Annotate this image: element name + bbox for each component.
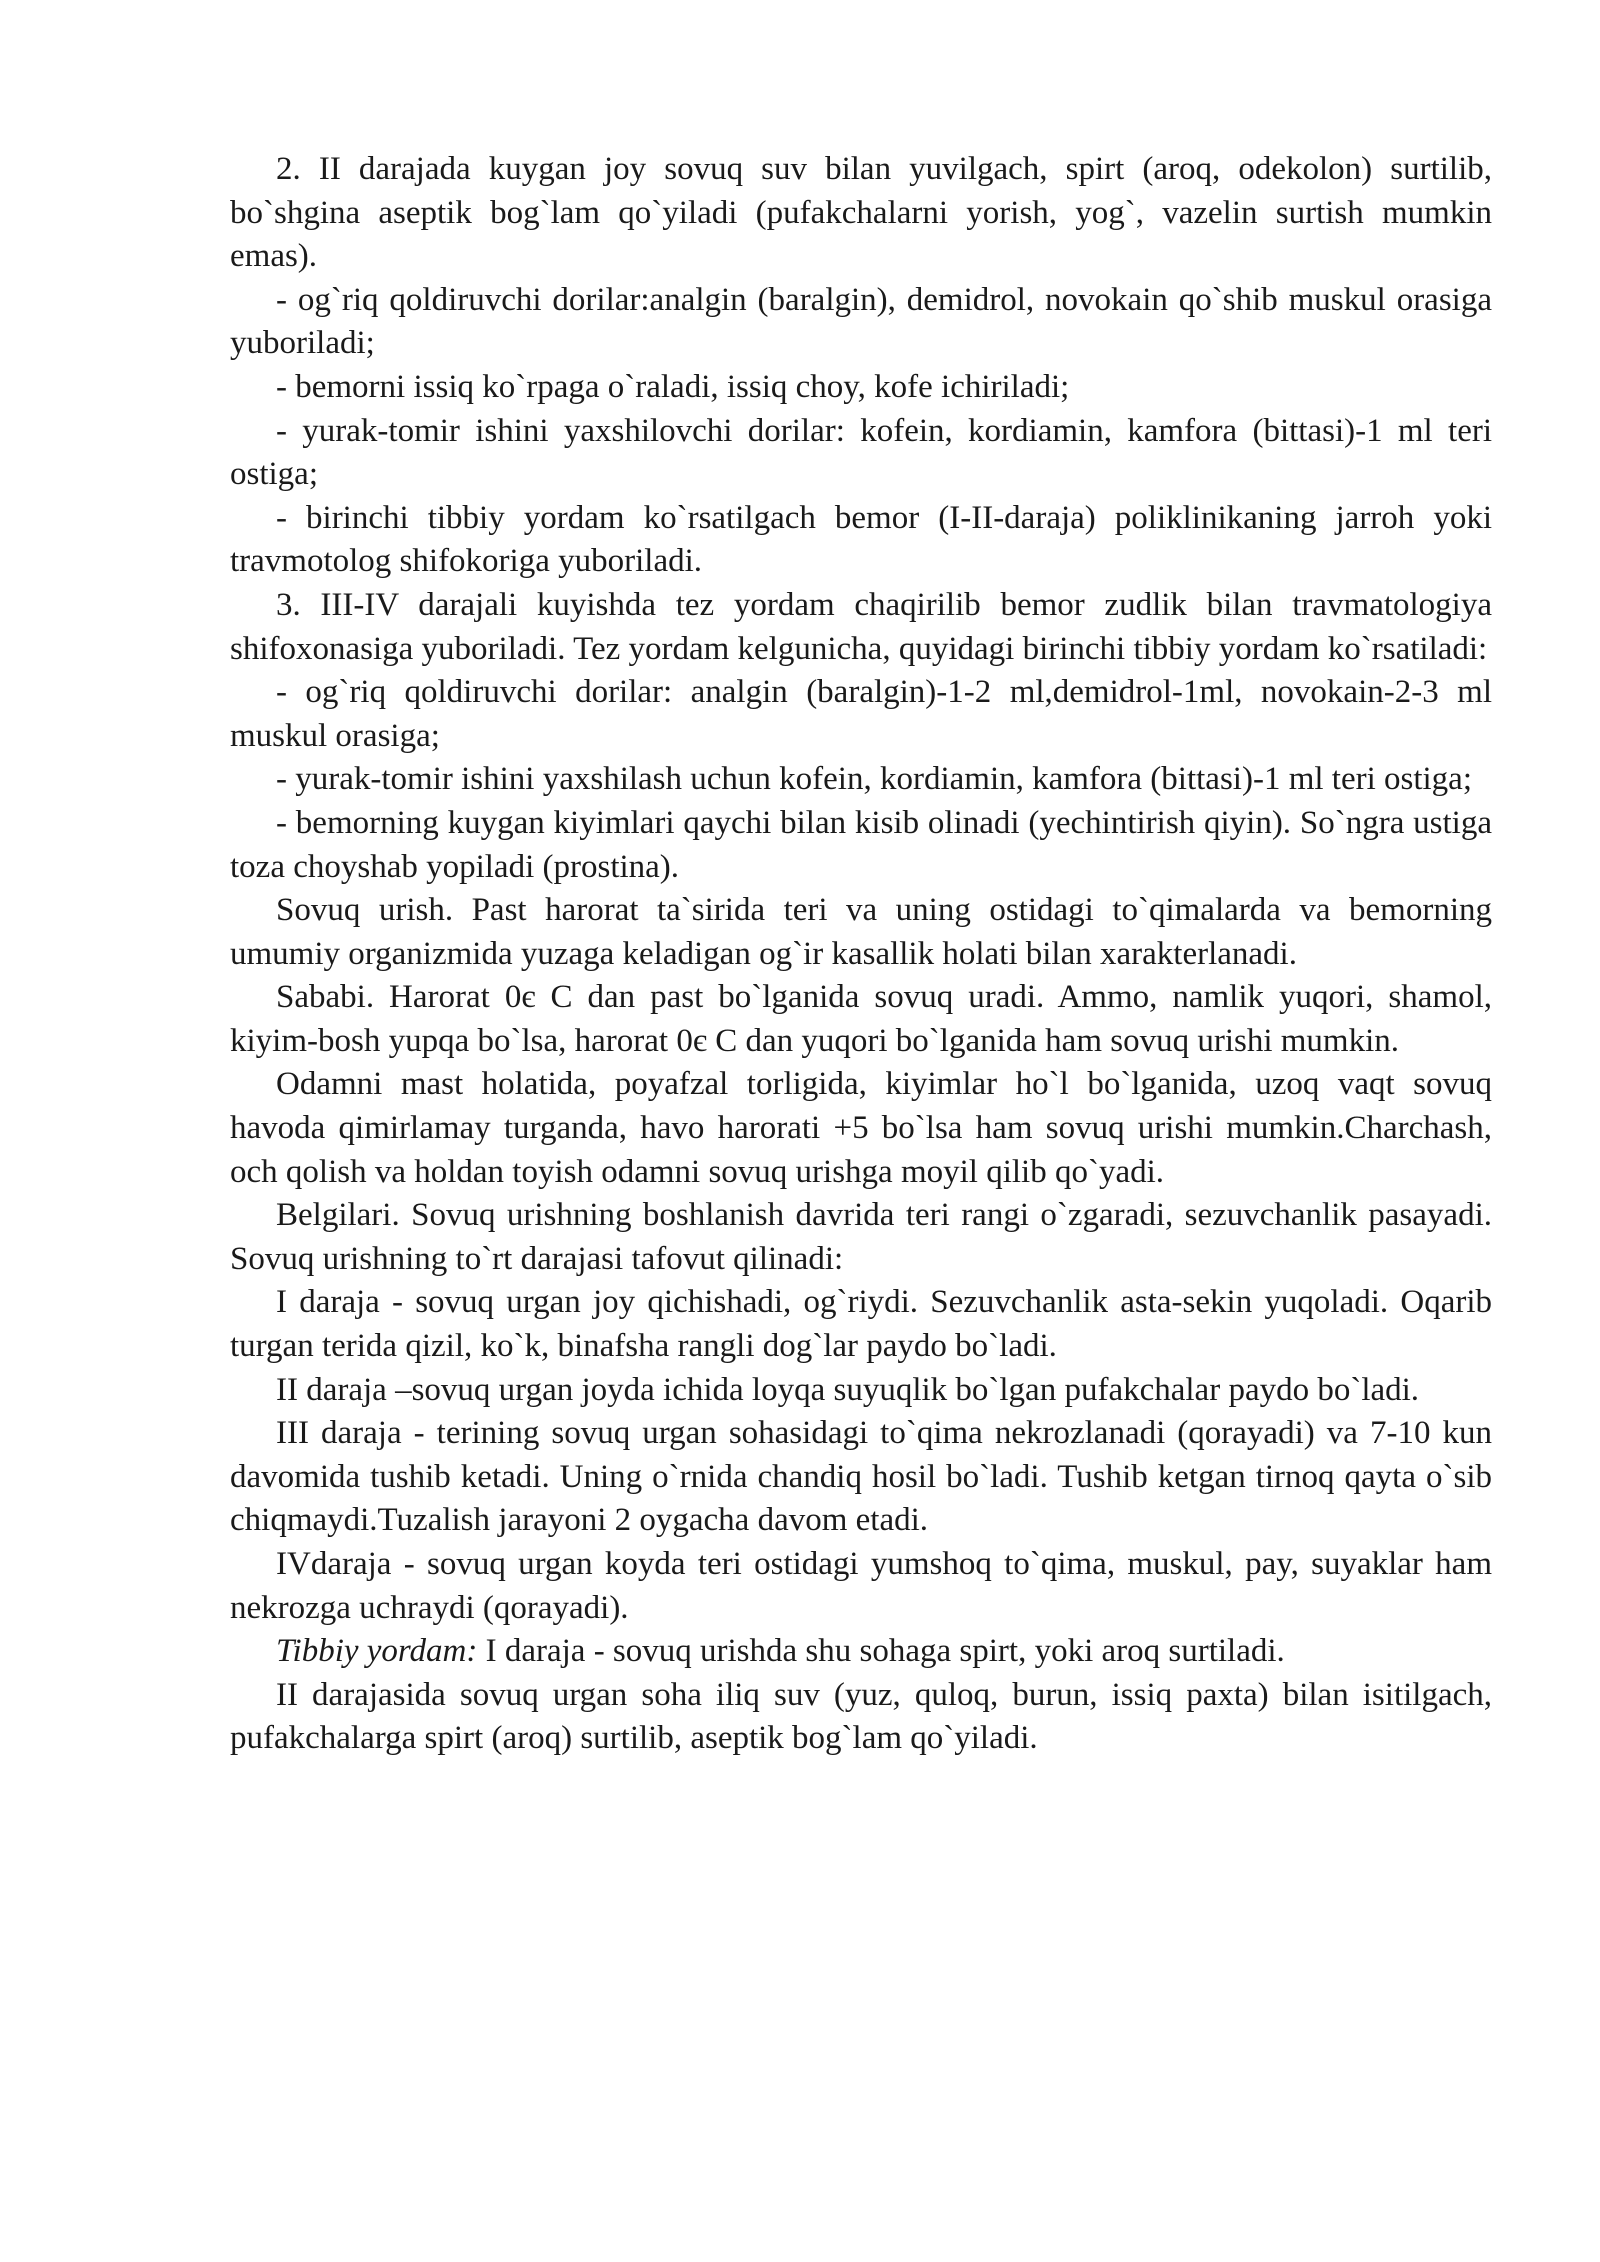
- paragraph: - bemorni issiq ko`rpaga o`raladi, issiq choy, kofe ichiriladi;: [276, 368, 1070, 405]
- paragraph: 2. II darajada kuygan joy sovuq suv bilan yuvilgach, spirt (aroq, odekolon) surtilib, bo`shgina aseptik bog`lam qo`yiladi (pufakchalarni yorish, yog`, vazelin surtish mumkin emas).: [230, 151, 1492, 275]
- paragraph: 3. III-IV darajali kuyishda tez yordam chaqirilib bemor zudlik bilan travmatologiya shifoxonasiga yuboriladi. Tez yordam kelgunicha, quyidagi birinchi tibbiy yordam ko`rsatiladi:: [230, 586, 1492, 667]
- paragraph: - bemorning kuygan kiyimlari qaychi bilan kisib olinadi (yechintirish qiyin). So`ngra ustiga toza choyshab yopiladi (prostina).: [230, 804, 1492, 885]
- paragraph: I daraja - sovuq urgan joy qichishadi, og`riydi. Sezuvchanlik asta-sekin yuqoladi. Oqarib turgan terida qizil, ko`k, binafsha rangli dog`lar paydo bo`ladi.: [230, 1284, 1492, 1365]
- aid-paragraph: [230, 1630, 1492, 1674]
- paragraph: Odamni mast holatida, poyafzal torligida, kiyimlar ho`l bo`lganida, uzoq vaqt sovuq havoda qimirlamay turganda, havo harorati +5 bo`lsa ham sovuq urishi mumkin.Charchash, och qolish va holdan toyish odamni sovuq urishga moyil qilib qo`yadi.: [230, 1066, 1492, 1190]
- paragraph: Belgilari. Sovuq urishning boshlanish davrida teri rangi o`zgaradi, sezuvchanlik pasayadi. Sovuq urishning to`rt darajasi tafovut qilinadi:: [230, 1197, 1492, 1277]
- paragraph: - og`riq qoldiruvchi dorilar:analgin (baralgin), demidrol, novokain qo`shib muskul orasiga yuboriladi;: [230, 281, 1492, 362]
- aid-text: I daraja - sovuq urishda shu sohaga spirt, yoki aroq surtiladi.: [477, 1633, 1285, 1670]
- paragraph: - yurak-tomir ishini yaxshilash uchun kofein, kordiamin, kamfora (bittasi)-1 ml teri ostiga;: [276, 761, 1472, 798]
- paragraph: Sovuq urish. Past harorat ta`sirida teri va uning ostidagi to`qimalarda va bemorning umumiy organizmida yuzaga keladigan og`ir kasallik holati bilan xarakterlanadi.: [230, 892, 1492, 972]
- paragraph: - yurak-tomir ishini yaxshilovchi dorilar: kofein, kordiamin, kamfora (bittasi)-1 ml teri ostiga;: [230, 412, 1492, 493]
- aid-label: Tibbiy yordam:: [276, 1633, 478, 1670]
- final-paragraph: II darajasida sovuq urgan soha iliq suv (yuz, quloq, burun, issiq paxta) bilan isitilgach, pufakchalarga spirt (aroq) surtilib, aseptik bog`lam qo`yiladi.: [230, 1676, 1492, 1757]
- paragraph: II daraja –sovuq urgan joyda ichida loyqa suyuqlik bo`lgan pufakchalar paydo bo`ladi.: [276, 1371, 1420, 1408]
- paragraph: - og`riq qoldiruvchi dorilar: analgin (baralgin)-1-2 ml,demidrol-1ml, novokain-2-3 ml muskul orasiga;: [230, 674, 1492, 754]
- paragraph: - birinchi tibbiy yordam ko`rsatilgach bemor (I-II-daraja) poliklinikaning jarroh yoki travmotolog shifokoriga yuboriladi.: [230, 499, 1492, 580]
- document-page: [230, 148, 1492, 1761]
- paragraph: IVdaraja - sovuq urgan koyda teri ostidagi yumshoq to`qima, muskul, pay, suyaklar ham nekrozga uchraydi (qorayadi).: [230, 1546, 1492, 1626]
- paragraph: III daraja - terining sovuq urgan sohasidagi to`qima nekrozlanadi (qorayadi) va 7-10 kun davomida tushib ketadi. Uning o`rnida chandiq hosil bo`ladi. Tushib ketgan tirnoq qayta o`sib chiqmaydi.Tuzalish jarayoni 2 oygacha davom etadi.: [230, 1415, 1492, 1539]
- paragraph: Sababi. Harorat 0є C dan past bo`lganida sovuq uradi. Ammo, namlik yuqori, shamol, kiyim-bosh yupqa bo`lsa, harorat 0є C dan yuqori bo`lganida ham sovuq urishi mumkin.: [230, 979, 1492, 1059]
